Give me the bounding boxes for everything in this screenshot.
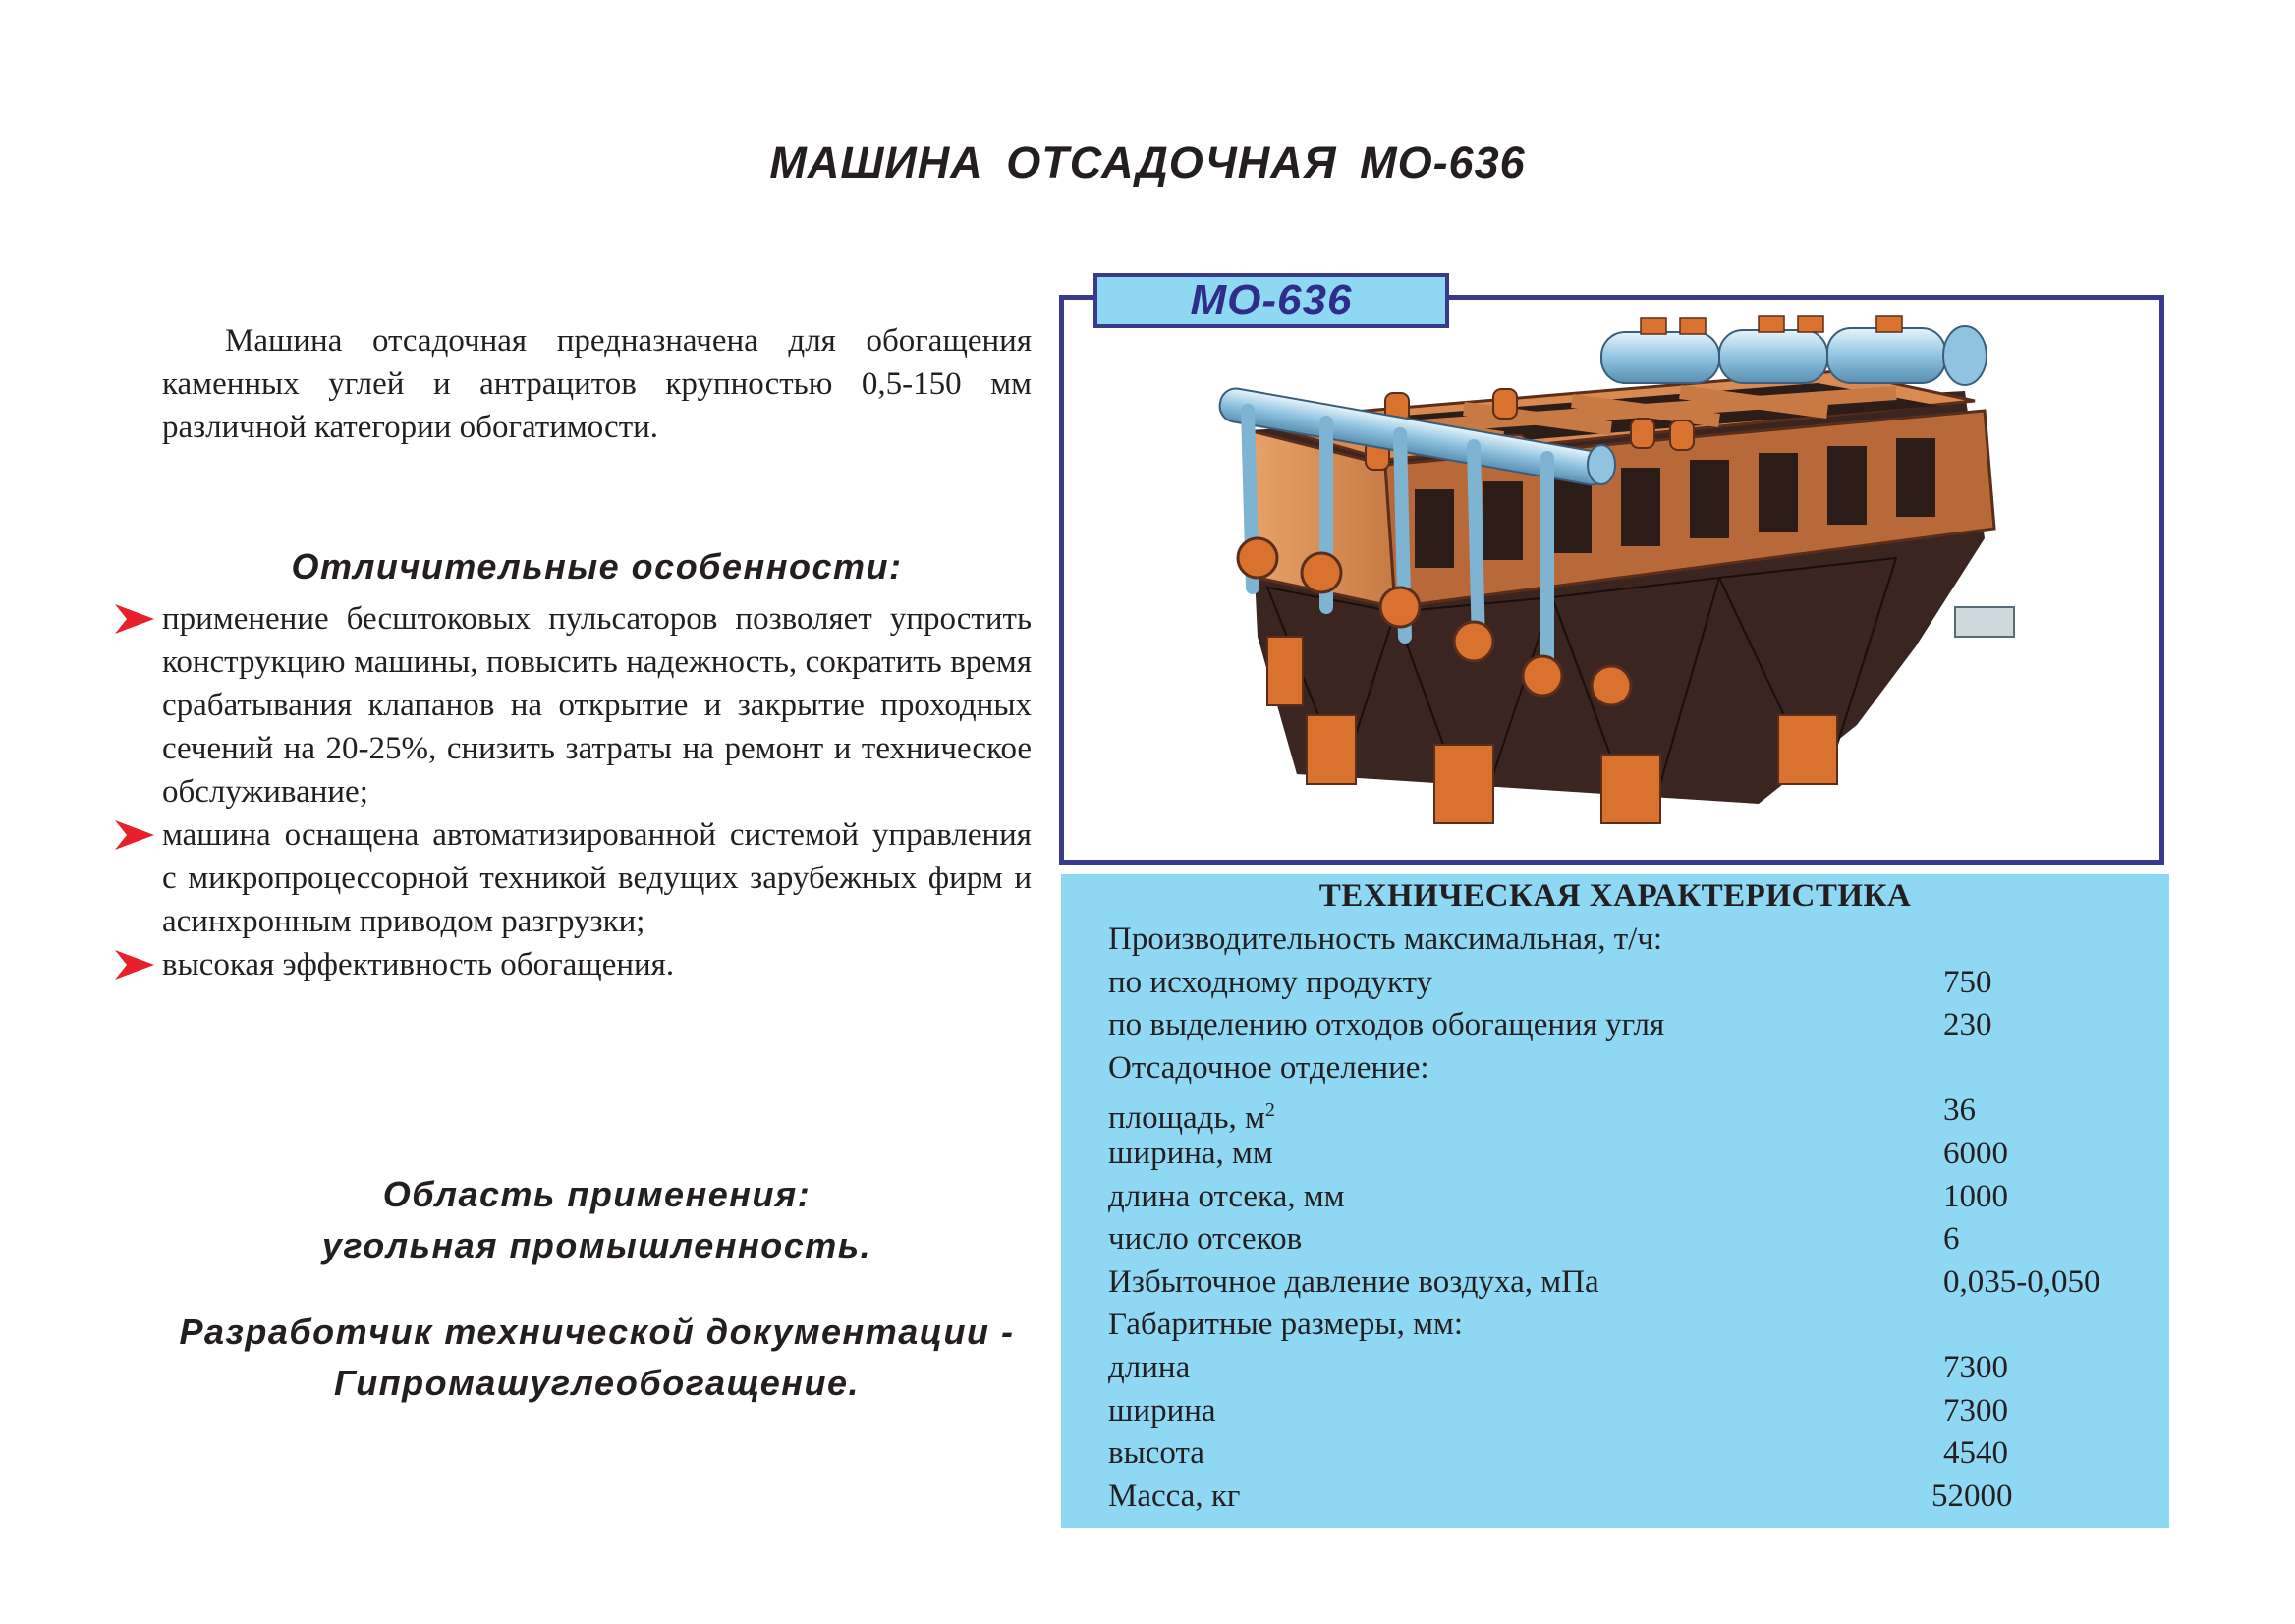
arrow-bullet-icon — [115, 820, 154, 850]
spec-value: 7300 — [1943, 1392, 2008, 1428]
spec-label: Избыточное давление воздуха, мПа — [1108, 1263, 1599, 1300]
spec-label: Масса, кг — [1108, 1478, 1241, 1514]
arrow-bullet-icon — [115, 950, 154, 980]
application-block — [162, 1169, 1032, 1271]
spec-label: по исходному продукту — [1108, 964, 1433, 1000]
feature-item — [162, 597, 1032, 813]
spec-label: ширина — [1108, 1392, 1216, 1428]
application-value: угольная промышленность. — [321, 1225, 872, 1265]
spec-value: 7300 — [1943, 1350, 2008, 1385]
spec-label: Производительность максимальная, т/ч: — [1108, 922, 1663, 957]
spec-label-superscript: 2 — [1264, 1099, 1275, 1122]
feature-text: применение бесштоковых пульсаторов позволяет упростить конструкцию машины, повысить надежность, сократить время срабатывания клапанов на открытие и закрытие проходных сечений на 20-25%, снизить затраты на ремонт и техническое обслуживание; — [162, 601, 1032, 810]
feature-item — [162, 813, 1032, 943]
spec-label: длина отсека, мм — [1108, 1178, 1345, 1214]
spec-label: по выделению отходов обогащения угля — [1108, 1007, 1665, 1043]
spec-row — [1108, 1431, 2150, 1475]
jig-machine-illustration — [1208, 312, 2024, 843]
spec-row — [1108, 961, 2150, 1004]
spec-row — [1108, 1132, 2150, 1175]
spec-row — [1108, 1260, 2150, 1304]
spec-label: длина — [1108, 1350, 1191, 1385]
spec-row — [1108, 1003, 2150, 1046]
spec-label: площадь, $м^2$ — [1108, 1099, 1275, 1137]
spec-row — [1108, 1346, 2150, 1389]
spec-value: 230 — [1943, 1007, 1992, 1043]
specs-heading: ТЕХНИЧЕСКАЯ ХАРАКТЕРИСТИКА — [1318, 878, 1912, 914]
spec-value: 6 — [1943, 1221, 1960, 1258]
spec-row — [1108, 918, 2150, 961]
application-heading: Область применения: — [382, 1174, 812, 1214]
feature-text: высокая эффективность обогащения. — [162, 947, 675, 982]
spec-row — [1108, 1217, 2150, 1260]
spec-label: высота — [1108, 1435, 1204, 1472]
intro-paragraph: Машина отсадочная предназначена для обогащения каменных углей и антрацитов крупностью 0,5-150 мм различной категории обогатимости. — [162, 323, 1032, 445]
spec-value: 36 — [1943, 1092, 1976, 1129]
model-label: МО-636 — [1093, 273, 1449, 328]
spec-value: 1000 — [1943, 1178, 2008, 1214]
spec-label: число отсеков — [1108, 1221, 1303, 1258]
spec-row — [1108, 1389, 2150, 1432]
spec-label: ширина, мм — [1108, 1136, 1273, 1171]
spec-label: Отсадочное отделение: — [1108, 1049, 1429, 1086]
developer-value: Гипромашуглеобогащение. — [333, 1363, 861, 1403]
spec-row — [1108, 1303, 2150, 1346]
spec-value: 750 — [1943, 964, 1992, 1000]
arrow-bullet-icon — [115, 604, 154, 634]
specs-panel — [1061, 874, 2169, 1528]
spec-label: Габаритные размеры, мм: — [1108, 1307, 1464, 1343]
features-list — [162, 597, 1032, 986]
spec-value: 52000 — [1931, 1478, 2013, 1514]
spec-value: 4540 — [1943, 1435, 2008, 1472]
spec-row — [1108, 1046, 2150, 1090]
features-heading: Отличительные особенности: — [291, 546, 903, 587]
feature-item — [162, 943, 1032, 986]
spec-row — [1108, 1175, 2150, 1218]
developer-block — [147, 1307, 1046, 1409]
feature-text: машина оснащена автоматизированной системой управления с микропроцессорной техникой ведущих зарубежных фирм и асинхронным приводом разгрузки; — [162, 817, 1032, 939]
spec-row — [1108, 1089, 2150, 1137]
page-title: МАШИНА ОТСАДОЧНАЯ МО-636 — [769, 138, 1526, 188]
spec-value: 0,035-0,050 — [1943, 1263, 2100, 1300]
developer-heading: Разработчик технической документации - — [179, 1312, 1015, 1352]
spec-value: 6000 — [1943, 1136, 2008, 1171]
spec-row — [1108, 1475, 2150, 1518]
